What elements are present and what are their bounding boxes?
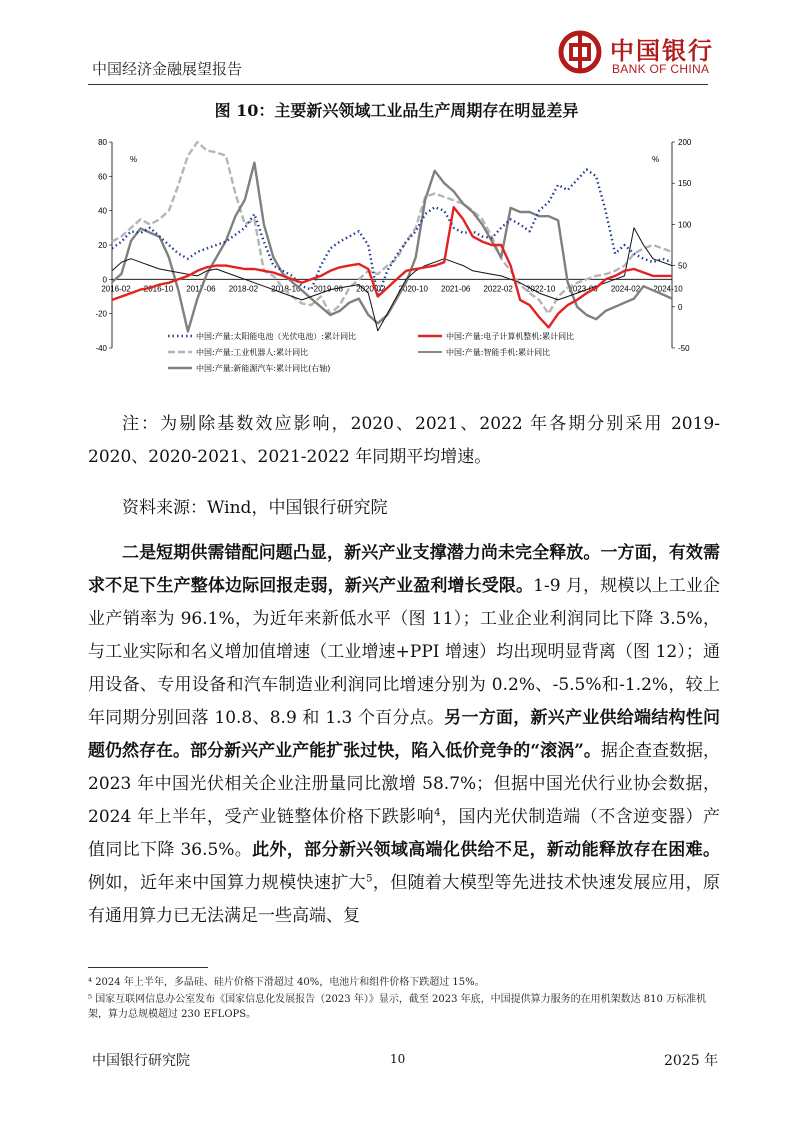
bold-lead-1: 二是短期供需错配问题凸显，新兴产业支撑潜力尚未完全释放。一方面，有效需求不足下生产整体边际回报走弱，新兴产业盈利增长受限。 [88,543,720,596]
left-tick-label: -20 [95,309,107,319]
body-text-2: 据企查查数据，2023 年中国光伏相关企业注册量同比激增 58.7%；但据中国光伏行业协会数据，2024 年上半年，受产业链整体价格下跌影响 [88,741,720,827]
x-tick-label: 2022-02 [483,284,513,294]
right-tick-label: 150 [678,179,692,189]
x-tick-label: 2021-06 [441,284,471,294]
footer-year: 2025 年 [664,1053,719,1069]
legend-label: 中国:产量:太阳能电池（光伏电池）:累计同比 [196,332,357,341]
chart [90,130,710,380]
footnote-5: ⁵ 国家互联网信息办公室发布《国家信息化发展报告（2023 年）》显示，截至 2023 年底，中国提供算力服务的在用机架数达 810 万标准机架，算力总规模超过 230 EFLOPS。 [88,994,707,1020]
x-tick-label: 2016-02 [101,284,131,294]
footnote-ref-5: 5 [366,873,373,885]
x-tick-label: 2018-10 [271,284,301,294]
footnote-ref-4: 4 [434,807,441,819]
right-tick-label: 200 [678,138,692,147]
logo-en-text: BANK OF CHINA [612,62,710,76]
x-tick-label: 2024-10 [653,284,683,294]
logo-cn-text: 中国银行 [610,36,714,65]
footnote-4: ⁴ 2024 年上半年，多晶硅、硅片价格下滑超过 40%，电池片和组件价格下跌超过 15%。 [88,977,485,988]
page-number: 10 [390,1052,406,1066]
body-text-5: ，但随着大模型等先进技术快速发展应用，原有通用算力已无法满足一些高端、复 [88,873,721,926]
bold-lead-3: 此外，部分新兴领域高端化供给不足，新动能释放存在困难。 [252,840,720,860]
bold-lead-2: 另一方面，新兴产业供给端结构性问题仍然存在。部分新兴产业产能扩张过快，陷入低价竞争的“滚涡”。 [88,708,720,761]
header-rule [88,84,708,85]
left-tick-label: 40 [98,206,107,216]
x-tick-label: 2019-06 [313,284,343,294]
x-tick-label: 2023-06 [568,284,598,294]
left-tick-label: -40 [95,344,107,353]
legend-label: 中国:产量:智能手机:累计同比 [446,348,551,357]
left-unit-label: % [130,155,138,164]
legend-label: 中国:产量:新能源汽车:累计同比(右轴) [196,364,331,373]
header-title: 中国经济金融展望报告 [92,60,243,78]
footnote-rule [88,967,208,968]
chart-note: 注：为剔除基数效应影响，2020、2021、2022 年各期分别采用 2019-2020、2020-2021、2021-2022 年同期平均增速。 [88,414,720,467]
body-text-1: 1-9 月，规模以上工业企业产销率为 96.1%，为近年来新低水平（图 11）；工业企业利润同比下降 3.5%，与工业实际和名义增加值增速（工业增速+PPI 增速）均出现明显背离（图 12）；通用设备、专用设备和汽车制造业利润同比增速分别为 0.2%、-5.5%和-1.2%，较上年同期分别回落 10.8、8.9 和 1.3 个百分点。 [88,576,721,728]
x-tick-label: 2020-02 [356,284,386,294]
left-tick-label: 20 [98,241,107,250]
legend-label: 中国:产量:电子计算机整机:累计同比 [446,332,575,341]
left-tick-label: 80 [98,138,107,147]
right-tick-label: -50 [678,344,690,353]
data-source: 资料来源：Wind，中国银行研究院 [122,498,388,518]
footer-org: 中国银行研究院 [92,1053,190,1069]
body-text-4: 例如，近年来中国算力规模快速扩大 [88,873,367,893]
right-unit-label: % [652,155,660,164]
right-tick-label: 0 [678,302,683,312]
legend-label: 中国:产量:工业机器人:累计同比 [196,348,309,357]
body-text-3: ，国内光伏制造端（不含逆变器）产值同比下降 36.5%。 [88,807,721,860]
x-tick-label: 2016-10 [143,284,174,294]
figure-title: 图 10：主要新兴领域工业品生产周期存在明显差异 [214,101,579,120]
x-tick-label: 2017-06 [186,284,216,294]
right-tick-label: 100 [678,220,692,230]
series-line-0 [112,170,672,297]
body-paragraph [88,537,720,933]
series-line-4 [112,163,672,332]
left-tick-label: 0 [102,275,107,285]
x-tick-label: 2024-02 [610,284,641,294]
right-tick-label: 50 [678,261,687,271]
left-tick-label: 60 [98,172,107,182]
x-tick-label: 2018-02 [228,284,259,294]
x-tick-label: 2022-10 [525,284,556,294]
x-tick-label: 2020-10 [398,284,428,294]
series-line-1 [112,207,672,327]
